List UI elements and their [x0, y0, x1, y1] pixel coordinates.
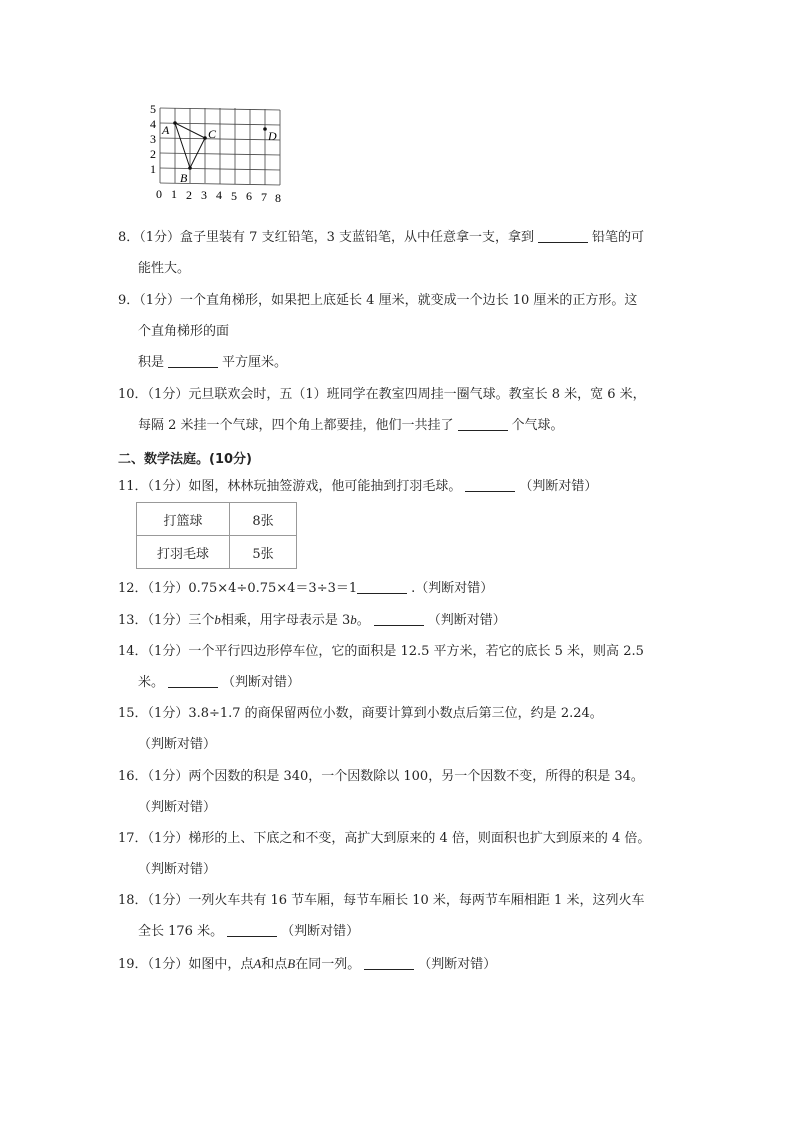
x-tick: 7: [261, 190, 267, 204]
q10-line2: [138, 416, 564, 436]
q14-prefix: 米。: [138, 675, 165, 690]
q14-suffix: （判断对错）: [222, 675, 301, 690]
question-15: 15．（1分）3.8÷1.7 的商保留两位小数，商要计算到小数点后第三位，约是 2.24。: [118, 706, 603, 721]
q19-answer-blank[interactable]: [364, 955, 414, 970]
q9-prefix: 积是: [138, 355, 165, 370]
q8-answer-blank[interactable]: [538, 228, 588, 243]
q13-text: 13．（1分）三个: [118, 613, 215, 628]
x-tick: 3: [201, 188, 207, 202]
lottery-table: [136, 502, 297, 569]
q9-line2: 个直角梯形的面: [138, 324, 230, 339]
q18-prefix: 全长 176 米。: [138, 924, 224, 939]
question-10: 10．（1分）元旦联欢会时，五（1）班同学在教室四周挂一圈气球。教室长 8 米，宽 6 米，: [118, 387, 646, 402]
q19-point-a: A: [253, 956, 262, 971]
q16-line2: （判断对错）: [138, 800, 217, 815]
q19-point-b: B: [287, 956, 296, 971]
q18-suffix: （判断对错）: [281, 924, 360, 939]
x-tick: 5: [231, 189, 237, 203]
point-d-label: D: [268, 129, 277, 143]
q18-answer-blank[interactable]: [227, 922, 277, 937]
q8-text: 8．（1分）盒子里装有 7 支红铅笔，3 支蓝铅笔，从中任意拿一支，拿到: [118, 230, 534, 245]
x-tick: 1: [171, 187, 177, 201]
table-cell-item: 打羽毛球: [137, 536, 230, 569]
question-11: [118, 477, 597, 497]
q11-suffix: （判断对错）: [519, 479, 598, 494]
table-cell-count: 8张: [230, 503, 297, 536]
q13-text-end: 。: [356, 613, 370, 628]
y-tick: 1: [150, 162, 156, 176]
q18-line2: [138, 922, 359, 942]
q19-suffix: （判断对错）: [418, 957, 497, 972]
y-tick: 4: [150, 117, 156, 131]
y-tick: 2: [150, 147, 156, 161]
grid-figure: [144, 100, 294, 212]
y-tick: 5: [150, 102, 156, 116]
question-8: [118, 228, 644, 248]
q9-answer-blank[interactable]: [168, 353, 218, 368]
point-a-label: A: [162, 123, 170, 137]
x-tick: 6: [246, 189, 252, 203]
question-16: 16．（1分）两个因数的积是 340，一个因数除以 100，另一个因数不变，所得的积是 34。: [118, 769, 644, 784]
q11-answer-blank[interactable]: [465, 477, 515, 492]
table-cell-item: 打篮球: [137, 503, 230, 536]
q9-suffix: 平方厘米。: [222, 355, 288, 370]
q10-prefix: 每隔 2 米挂一个气球，四个角上都要挂，他们一共挂了: [138, 418, 454, 433]
table-cell-count: 5张: [230, 536, 297, 569]
question-9: 9．（1分）一个直角梯形，如果把上底延长 4 厘米，就变成一个边长 10 厘米的正方形。这: [118, 293, 638, 308]
question-13: [118, 610, 506, 631]
question-14: 14．（1分）一个平行四边形停车位，它的面积是 12.5 平方米，若它的底长 5 米，则高 2.5: [118, 644, 644, 659]
q13-text-mid: 相乘，用字母表示是 3: [220, 613, 351, 628]
point-b-label: B: [180, 171, 188, 185]
y-axis-labels: [150, 102, 156, 176]
q12-text: 12．（1分）0.75×4÷0.75×4＝3÷3＝1: [118, 581, 358, 596]
point-d-dot: [263, 127, 267, 131]
q11-text: 11．（1分）如图，林林玩抽签游戏，他可能抽到打羽毛球。: [118, 479, 462, 494]
y-tick: 3: [150, 132, 156, 146]
section-2-title: 二、数学法庭。(10分): [118, 452, 252, 467]
table-row: [137, 536, 297, 569]
q13-variable-2: b: [350, 612, 357, 627]
point-c-dot: [203, 136, 207, 140]
x-axis-labels: [156, 187, 281, 205]
question-17: 17．（1分）梯形的上、下底之和不变，高扩大到原来的 4 倍，则面积也扩大到原来的 4 倍。: [118, 831, 651, 846]
point-b-dot: [188, 166, 192, 170]
q15-line2: （判断对错）: [138, 737, 217, 752]
q12-suffix: .（判断对错）: [411, 581, 494, 596]
q8-continued: 能性大。: [138, 261, 191, 276]
q17-line2: （判断对错）: [138, 862, 217, 877]
q14-answer-blank[interactable]: [168, 673, 218, 688]
table-row: [137, 503, 297, 536]
grid-lines: [160, 108, 280, 185]
q19-text-end: 在同一列。: [295, 957, 361, 972]
question-19: [118, 954, 496, 975]
q10-answer-blank[interactable]: [458, 416, 508, 431]
x-tick: 8: [275, 191, 281, 205]
x-tick: 4: [216, 188, 222, 202]
q8-suffix: 铅笔的可: [591, 230, 644, 245]
x-tick: 0: [156, 187, 162, 201]
question-12: [118, 579, 493, 599]
q13-suffix: （判断对错）: [427, 613, 506, 628]
q19-text: 19．（1分）如图中，点: [118, 957, 254, 972]
point-a-dot: [173, 121, 177, 125]
q13-answer-blank[interactable]: [374, 611, 424, 626]
q12-answer-blank[interactable]: [357, 579, 407, 594]
q10-suffix: 个气球。: [511, 418, 564, 433]
x-tick: 2: [186, 188, 192, 202]
question-18: 18．（1分）一列火车共有 16 节车厢，每节车厢长 10 米，每两节车厢相距 1 米，这列火车: [118, 893, 645, 908]
q9-line3: [138, 353, 287, 373]
q14-line2: [138, 673, 300, 693]
q19-text-mid: 和点: [261, 957, 288, 972]
point-c-label: C: [208, 127, 217, 141]
q13-variable: b: [214, 612, 221, 627]
